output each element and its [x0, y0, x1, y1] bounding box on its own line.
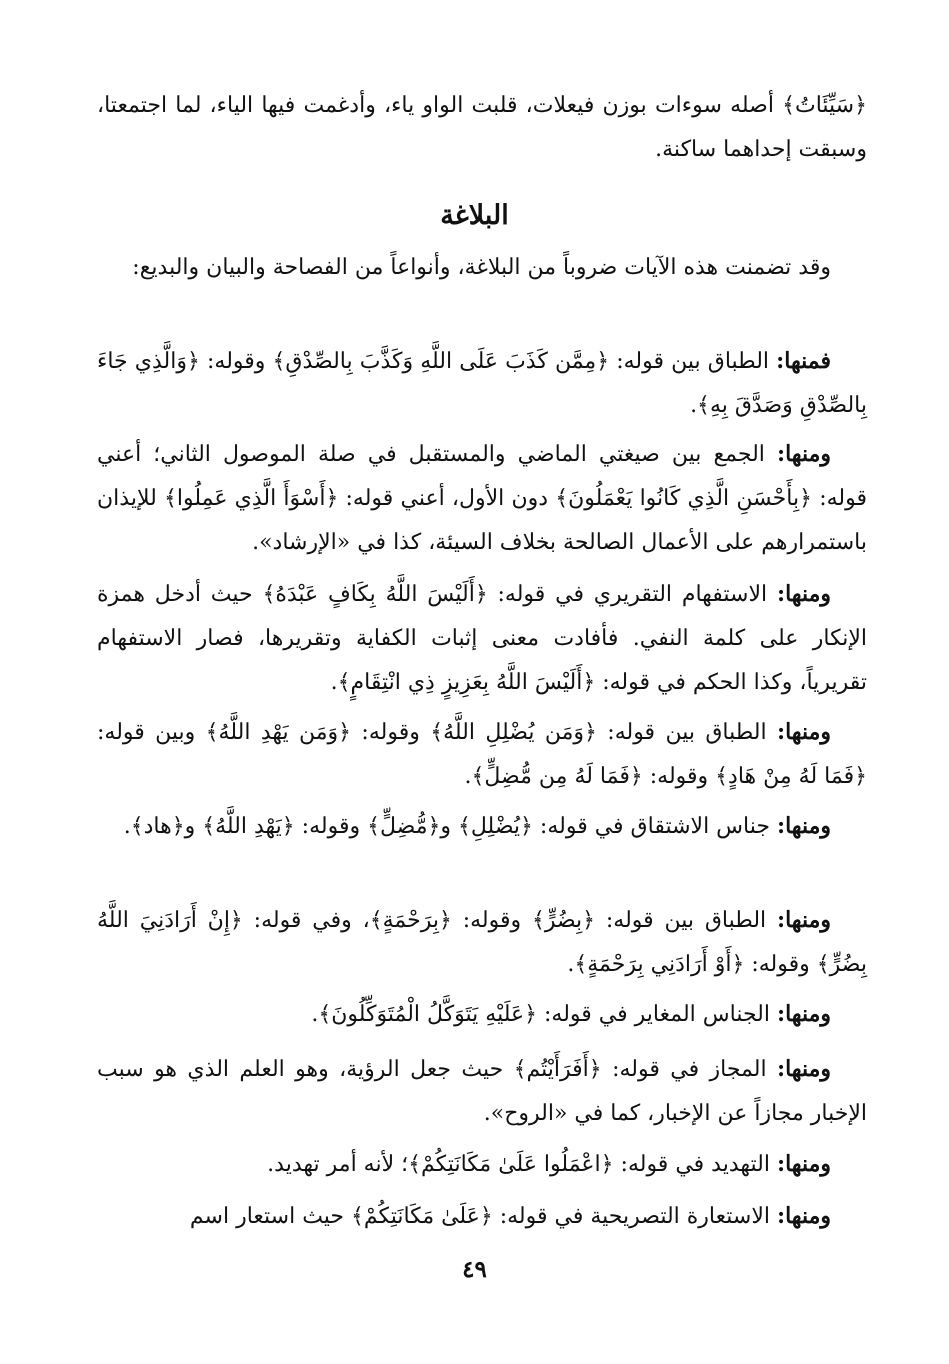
opening-paragraph	[97, 246, 867, 290]
paragraph-lead: فمنها:	[776, 348, 831, 374]
paragraph-6	[97, 898, 867, 987]
paragraph-lead: ومنها:	[776, 441, 831, 467]
paragraph-lead: ومنها:	[776, 907, 831, 933]
paragraph-9	[97, 1142, 867, 1187]
paragraph-lead: ومنها:	[776, 1151, 831, 1177]
paragraph-2	[97, 432, 867, 565]
paragraph-5	[97, 804, 867, 849]
paragraph-lead: ومنها:	[776, 1001, 831, 1027]
paragraph-text: الاستفهام التقريري في قوله: ﴿أَلَيْسَ اللَّهُ بِكَافٍ عَبْدَهُ﴾ حيث أدخل همزة الإنكار على كلمة النفي. فأفادت معنى إثبات الكفاية وتقريرها، فصار الاستفهام تقريرياً، وكذا الحكم في قوله: ﴿أَلَيْسَ اللَّهُ بِعَزِيزٍ ذِي انْتِقَامٍ﴾.	[97, 582, 867, 695]
paragraph-1	[97, 339, 867, 428]
section-heading: البلاغة	[440, 200, 509, 231]
paragraph-lead: ومنها:	[776, 581, 831, 607]
paragraph-text: التهديد في قوله: ﴿اعْمَلُوا عَلَىٰ مَكَانَتِكُمْ﴾؛ لأنه أمر تهديد.	[267, 1152, 770, 1177]
paragraph-text: الجمع بين صيغتي الماضي والمستقبل في صلة الموصول الثاني؛ أعني قوله: ﴿بِأَحْسَنِ الَّذِي كَانُوا يَعْمَلُونَ﴾ دون الأول، أعني قوله: ﴿أَسْوَأَ الَّذِي عَمِلُوا﴾ للإيذان باستمرارهم على الأعمال الصالحة بخلاف السيئة، كذا في «الإرشاد».	[97, 442, 867, 555]
paragraph-text: الطباق بين قوله: ﴿مِمَّن كَذَبَ عَلَى اللَّهِ وَكَذَّبَ بِالصِّدْقِ﴾ وقوله: ﴿وَالَّذِي جَاءَ بِالصِّدْقِ وَصَدَّقَ بِهِ﴾.	[97, 349, 867, 418]
paragraph-10	[97, 1194, 867, 1239]
paragraph-text: الطباق بين قوله: ﴿وَمَن يُضْلِلِ اللَّهُ﴾ وقوله: ﴿وَمَن يَهْدِ اللَّهُ﴾ وبين قوله: ﴿فَمَا لَهُ مِنْ هَادٍ﴾ وقوله: ﴿فَمَا لَهُ مِن مُّضِلٍّ﴾.	[97, 720, 867, 789]
opening-text: وقد تضمنت هذه الآيات ضروباً من البلاغة، وأنواعاً من الفصاحة والبيان والبديع:	[132, 255, 831, 280]
intro-paragraph: ﴿سَيِّئَاتُ﴾ أصله سوءات بوزن فيعلات، قلبت الواو ياء، وأدغمت فيها الياء، لما اجتمعتا، وسبقت إحداهما ساكنة.	[97, 93, 867, 162]
paragraph-lead: ومنها:	[776, 719, 831, 745]
paragraph-7	[97, 992, 867, 1037]
paragraph-text: الاستعارة التصريحية في قوله: ﴿عَلَىٰ مَكَانَتِكُمْ﴾ حيث استعار اسم	[189, 1204, 770, 1229]
paragraph-lead: ومنها:	[776, 813, 831, 839]
paragraph-lead: ومنها:	[776, 1203, 831, 1229]
paragraph-text: المجاز في قوله: ﴿أَفَرَأَيْتُم﴾ حيث جعل الرؤية، وهو العلم الذي هو سبب الإخبار مجازاً عن الإخبار، كما في «الروح».	[97, 1057, 867, 1126]
page-number: ٤٩	[462, 1256, 487, 1283]
paragraph-8	[97, 1047, 867, 1136]
paragraph-text: الجناس المغاير في قوله: ﴿عَلَيْهِ يَتَوَكَّلُ الْمُتَوَكِّلُونَ﴾.	[311, 1002, 770, 1027]
paragraph-3	[97, 572, 867, 705]
paragraph-text: الطباق بين قوله: ﴿بِضُرٍّ﴾ وقوله: ﴿بِرَحْمَةٍ﴾، وفي قوله: ﴿إِنْ أَرَادَنِيَ اللَّهُ بِضُرٍّ﴾ وقوله: ﴿أَوْ أَرَادَنِي بِرَحْمَةٍ﴾.	[97, 908, 867, 977]
paragraph-text: جناس الاشتقاق في قوله: ﴿يُضْلِلِ﴾ و﴿مُّضِلٍّ﴾ وقوله: ﴿يَهْدِ اللَّهُ﴾ و﴿هاد﴾.	[123, 814, 770, 839]
paragraph-4	[97, 710, 867, 799]
paragraph-lead: ومنها:	[776, 1056, 831, 1082]
